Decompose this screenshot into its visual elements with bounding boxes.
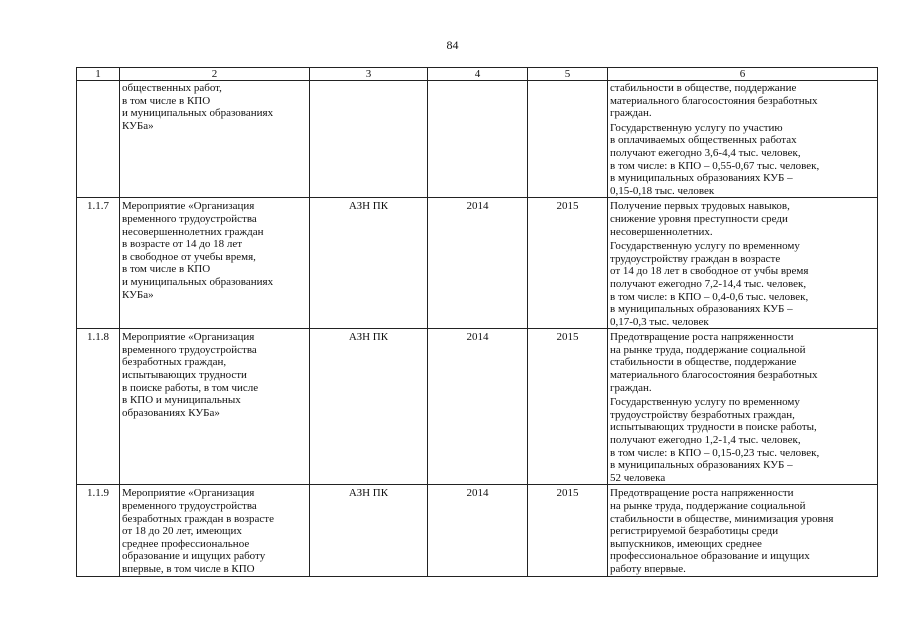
measure-name-line: среднее профессиональное: [122, 537, 250, 550]
result-line: несовершеннолетних.: [610, 225, 713, 238]
result-line: в том числе: в КПО – 0,55-0,67 тыс. человек,: [610, 159, 820, 172]
result-line: 52 человека: [610, 471, 666, 484]
measure-number: 1.1.9: [77, 485, 120, 576]
result-paragraph: [610, 82, 875, 120]
measure-number: [77, 81, 120, 198]
result-line: граждан.: [610, 107, 652, 120]
measure-name-line: Мероприятие «Организация: [122, 487, 255, 500]
result-line: в муниципальных образованиях КУБ –: [610, 459, 793, 472]
measure-number: 1.1.8: [77, 329, 120, 485]
measure-name-line: образование и ищущих работу: [122, 550, 266, 563]
start-year: 2014: [428, 198, 528, 329]
result-line: работу впервые.: [610, 562, 686, 575]
result-paragraph: [610, 331, 875, 394]
result-paragraph: [610, 487, 875, 575]
measure-name-line: временного трудоустройства: [122, 343, 257, 356]
result-line: стабильности в обществе, поддержание: [610, 82, 797, 94]
result-line: в том числе: в КПО – 0,15-0,23 тыс. человек,: [610, 446, 820, 459]
end-year: 2015: [528, 329, 608, 485]
result-paragraph: [610, 200, 875, 238]
result-line: испытывающих трудности в поиске работы,: [610, 421, 817, 434]
measure-name-line: КУБа»: [122, 288, 154, 301]
table-row: [77, 81, 878, 198]
result-line: трудоустройству безработных граждан,: [610, 408, 795, 421]
measure-name: [120, 81, 310, 198]
result-line: стабильности в обществе, минимизация уровня: [610, 512, 834, 525]
result-line: получают ежегодно 3,6-4,4 тыс. человек,: [610, 146, 801, 159]
result-line: в оплачиваемых общественных работах: [610, 134, 797, 147]
executor: АЗН ПК: [310, 198, 428, 329]
result-line: от 14 до 18 лет в свободное от учбы время: [610, 265, 809, 278]
result-line: граждан.: [610, 381, 652, 394]
result-line: Государственную услугу по временному: [610, 396, 800, 409]
measure-name-line: и муниципальных образованиях: [122, 275, 274, 288]
measure-name-line: общественных работ,: [122, 82, 222, 94]
measure-name-line: от 18 до 20 лет, имеющих: [122, 525, 242, 538]
result-paragraph: [610, 396, 875, 484]
start-year: 2014: [428, 485, 528, 576]
result-line: материального благосостояния безработных: [610, 94, 818, 107]
result-line: трудоустройству граждан в возрасте: [610, 252, 781, 265]
measure-name-line: временного трудоустройства: [122, 212, 257, 225]
result-line: Предотвращение роста напряженности: [610, 331, 794, 344]
measure-name-line: в том числе в КПО: [122, 94, 211, 107]
executor: АЗН ПК: [310, 329, 428, 485]
result-line: профессиональное образование и ищущих: [610, 550, 810, 563]
measure-name-line: безработных граждан в возрасте: [122, 512, 274, 525]
measure-name-line: и муниципальных образованиях: [122, 107, 274, 120]
measure-name-line: временного трудоустройства: [122, 500, 257, 512]
measures-table: [76, 67, 878, 577]
measure-name-line: безработных граждан,: [122, 356, 227, 369]
table-row: [77, 485, 878, 576]
result-line: 0,17-0,3 тыс. человек: [610, 315, 709, 328]
expected-result: [608, 81, 878, 198]
measure-name-line: в свободное от учебы время,: [122, 250, 256, 263]
end-year: 2015: [528, 485, 608, 576]
result-line: в том числе: в КПО – 0,4-0,6 тыс. человек,: [610, 290, 809, 303]
result-line: Предотвращение роста напряженности: [610, 487, 794, 500]
start-year: 2014: [428, 329, 528, 485]
column-header: 6: [608, 68, 878, 81]
measure-name-line: испытывающих трудности: [122, 369, 247, 382]
result-line: на рынке труда, поддержание социальной: [610, 500, 806, 512]
column-header: 2: [120, 68, 310, 81]
measure-name-line: в поиске работы, в том числе: [122, 381, 259, 394]
measure-name: [120, 198, 310, 329]
column-header: 1: [77, 68, 120, 81]
measure-name-line: впервые, в том числе в КПО: [122, 562, 255, 575]
result-line: регистрируемой безработицы среди: [610, 525, 779, 538]
measure-name-line: КУБа»: [122, 119, 154, 132]
executor: АЗН ПК: [310, 485, 428, 576]
page-number: 84: [446, 38, 459, 52]
measure-name-line: Мероприятие «Организация: [122, 331, 255, 344]
end-year: [528, 81, 608, 198]
executor: [310, 81, 428, 198]
result-line: материального благосостояния безработных: [610, 369, 818, 382]
result-line: Получение первых трудовых навыков,: [610, 200, 790, 213]
measure-number: 1.1.7: [77, 198, 120, 329]
result-line: получают ежегодно 7,2-14,4 тыс. человек,: [610, 277, 807, 290]
table-row: [77, 329, 878, 485]
measure-name-line: Мероприятие «Организация: [122, 200, 255, 213]
measure-name-line: образованиях КУБа»: [122, 406, 220, 419]
expected-result: [608, 485, 878, 576]
result-paragraph: [610, 122, 875, 198]
result-line: на рынке труда, поддержание социальной: [610, 343, 806, 356]
result-line: Государственную услугу по участию: [610, 121, 783, 134]
result-paragraph: [610, 240, 875, 328]
end-year: 2015: [528, 198, 608, 329]
result-line: стабильности в обществе, поддержание: [610, 356, 797, 369]
measure-name: [120, 485, 310, 576]
column-header: 3: [310, 68, 428, 81]
result-line: 0,15-0,18 тыс. человек: [610, 184, 715, 197]
result-line: выпускников, имеющих среднее: [610, 537, 762, 550]
expected-result: [608, 198, 878, 329]
result-line: получают ежегодно 1,2-1,4 тыс. человек,: [610, 434, 801, 447]
result-line: Государственную услугу по временному: [610, 240, 800, 253]
measure-name-line: в том числе в КПО: [122, 263, 211, 276]
column-header: 5: [528, 68, 608, 81]
result-line: снижение уровня преступности среди: [610, 212, 788, 225]
measure-name-line: в КПО и муниципальных: [122, 394, 241, 407]
measure-name: [120, 329, 310, 485]
table-header-row: [77, 68, 878, 81]
column-header: 4: [428, 68, 528, 81]
measure-name-line: в возрасте от 14 до 18 лет: [122, 238, 243, 251]
result-line: в муниципальных образованиях КУБ –: [610, 172, 793, 185]
expected-result: [608, 329, 878, 485]
start-year: [428, 81, 528, 198]
table-row: [77, 198, 878, 329]
result-line: в муниципальных образованиях КУБ –: [610, 303, 793, 316]
measure-name-line: несовершеннолетних граждан: [122, 225, 264, 238]
